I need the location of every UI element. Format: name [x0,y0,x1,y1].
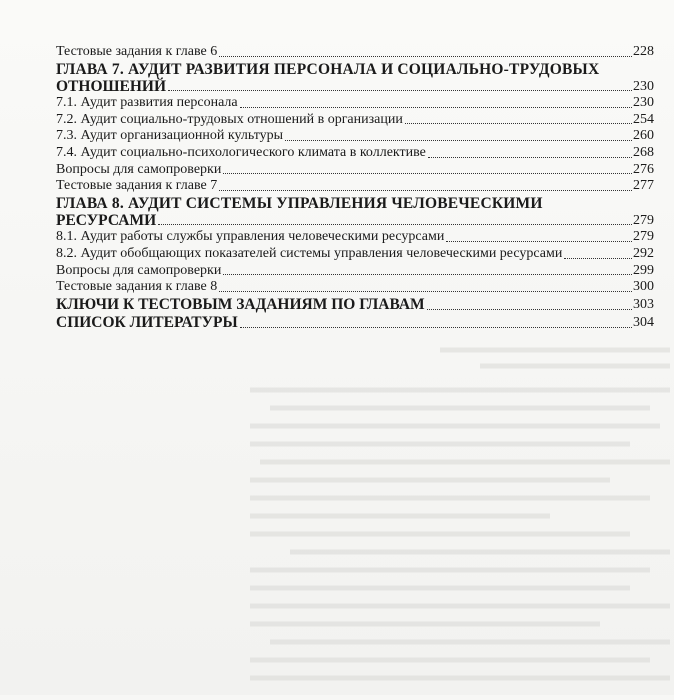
toc-entry [56,178,654,195]
toc-entry-title: 7.3. Аудит организационной культуры [56,128,284,144]
toc-entry-page: 299 [633,262,654,278]
dot-leader [564,257,632,259]
toc-entry-title: Вопросы для самопроверки [56,262,222,278]
table-of-contents [56,44,654,332]
toc-entry-title: 8.2. Аудит обобщающих показателей системы управления человеческими ресурсами [56,245,563,261]
chapter-heading-continuation [56,79,654,96]
toc-entry [56,263,654,280]
toc-entry-page: 300 [633,279,654,295]
dot-leader [427,308,632,310]
toc-entry-title: Тестовые задания к главе 6 [56,44,218,59]
toc-entry [56,162,654,179]
toc-entry [56,95,654,112]
dot-leader [405,122,632,124]
toc-entry-title: 7.2. Аудит социально-трудовых отношений в организации [56,111,403,127]
toc-entry [56,279,654,296]
dot-leader [240,326,632,328]
chapter-heading-line: ГЛАВА 8. АУДИТ СИСТЕМЫ УПРАВЛЕНИЯ ЧЕЛОВЕЧЕСКИМИ [56,194,543,212]
toc-entry-page: 230 [633,78,654,94]
toc-entry-title: СПИСОК ЛИТЕРАТУРЫ [56,313,238,331]
toc-entry-title: 8.1. Аудит работы службы управления человеческими ресурсами [56,229,445,245]
toc-entry-title: 7.4. Аудит социально-психологического климата в коллективе [56,144,426,160]
dot-leader [219,290,632,292]
toc-entry [56,128,654,145]
toc-entry [56,44,654,61]
toc-entry-page: 292 [633,245,654,261]
toc-entry-page: 260 [633,128,654,144]
dot-leader [446,240,632,242]
toc-entry-page: 304 [633,314,654,330]
toc-entry-page: 279 [633,229,654,245]
chapter-heading-line: ОТНОШЕНИЙ [56,77,167,95]
dot-leader [223,172,632,174]
chapter-heading-line: РЕСУРСАМИ [56,211,157,229]
toc-entry-page: 303 [633,296,654,312]
toc-entry [56,229,654,246]
dot-leader [219,189,632,191]
toc-entry-title: Тестовые задания к главе 8 [56,279,218,295]
dot-leader [285,139,632,141]
bleed-through-texture [250,330,674,695]
dot-leader [223,273,632,275]
dot-leader [219,55,632,57]
dot-leader [240,106,632,108]
dot-leader [158,223,632,225]
toc-section-keys [56,296,654,314]
toc-entry-page: 254 [633,111,654,127]
toc-entry-page: 228 [633,44,654,59]
toc-section-bibliography [56,314,654,332]
toc-entry-title: 7.1. Аудит развития персонала [56,95,238,111]
chapter-heading-continuation [56,213,654,230]
chapter-heading [56,195,654,213]
toc-entry [56,145,654,162]
dot-leader [428,156,632,158]
toc-entry-page: 277 [633,178,654,194]
toc-entry-page: 230 [633,95,654,111]
toc-entry [56,246,654,263]
toc-entry [56,112,654,129]
toc-entry-page: 268 [633,144,654,160]
toc-entry-title: Тестовые задания к главе 7 [56,178,218,194]
toc-entry-page: 279 [633,212,654,228]
toc-entry-title: Вопросы для самопроверки [56,161,222,177]
toc-entry-page: 276 [633,161,654,177]
toc-entry-title: КЛЮЧИ К ТЕСТОВЫМ ЗАДАНИЯМ ПО ГЛАВАМ [56,295,425,313]
chapter-heading-line: ГЛАВА 7. АУДИТ РАЗВИТИЯ ПЕРСОНАЛА И СОЦИАЛЬНО-ТРУДОВЫХ [56,60,600,78]
chapter-heading [56,61,654,79]
dot-leader [168,89,632,91]
